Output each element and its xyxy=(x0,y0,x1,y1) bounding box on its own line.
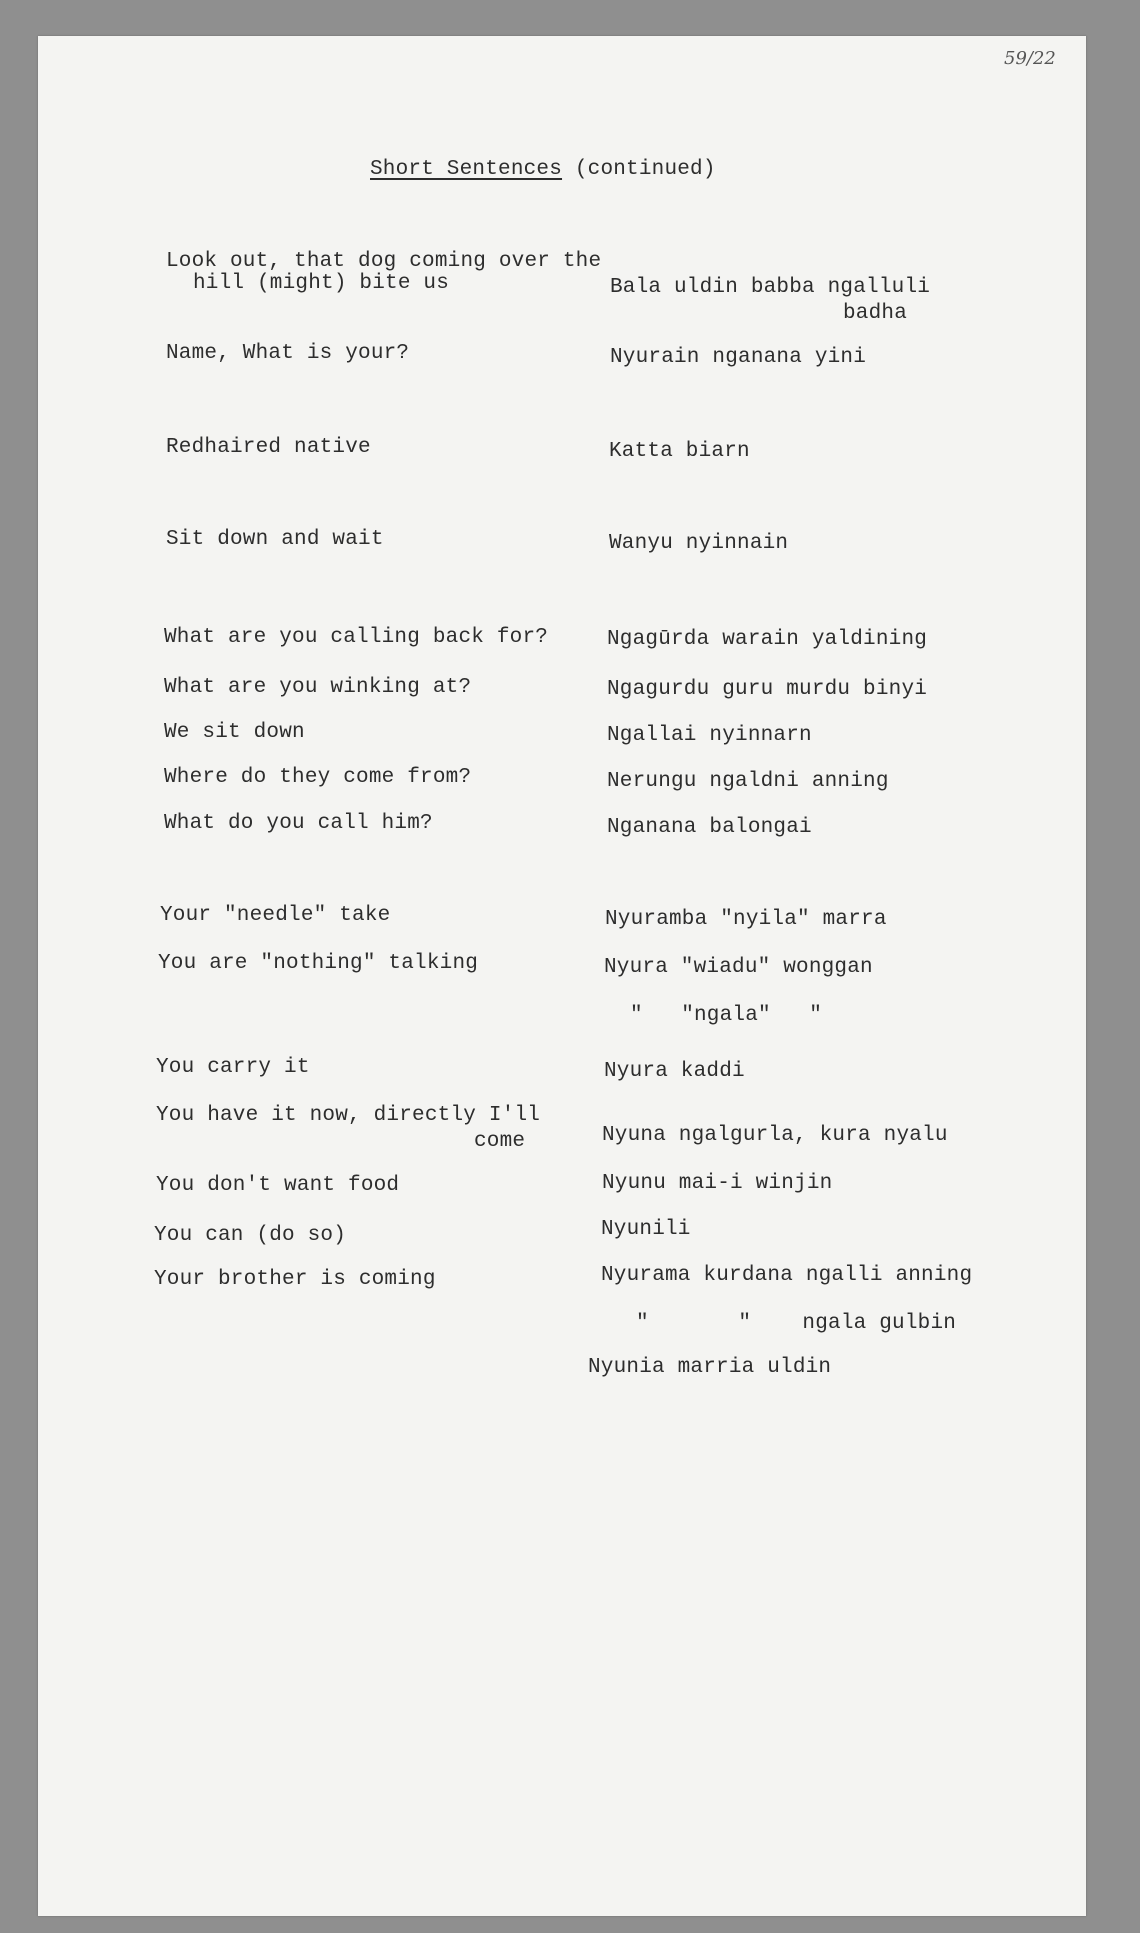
native-line: Nyura kaddi xyxy=(604,1060,745,1083)
english-line: You carry it xyxy=(156,1056,310,1079)
native-line: Nyunia marria uldin xyxy=(588,1356,832,1379)
english-line: Look out, that dog coming over the xyxy=(166,250,602,273)
document-page xyxy=(38,36,1086,1916)
title-text: Short Sentences xyxy=(370,158,563,181)
english-line: What are you winking at? xyxy=(164,676,472,699)
native-line: Bala uldin babba ngalluli xyxy=(610,276,931,299)
english-line: You have it now, directly I'll xyxy=(156,1104,541,1127)
native-line: Nyunu mai-i winjin xyxy=(602,1172,833,1195)
native-line: Katta biarn xyxy=(609,440,750,463)
native-line: badha xyxy=(843,302,908,325)
english-line: We sit down xyxy=(164,721,305,744)
native-line: Nganana balongai xyxy=(607,816,812,839)
english-line: Name, What is your? xyxy=(166,342,410,365)
native-line: Nyurain nganana yini xyxy=(610,346,867,369)
english-line: Your "needle" take xyxy=(160,904,391,927)
title-suffix: (continued) xyxy=(574,158,716,181)
native-line: Nyuramba "nyila" marra xyxy=(605,908,887,931)
native-line: Nyunili xyxy=(601,1218,691,1241)
page-number: 59/22 xyxy=(1004,48,1056,69)
page-title xyxy=(370,158,716,182)
english-line: Redhaired native xyxy=(166,436,371,459)
native-line: Nyurama kurdana ngalli anning xyxy=(601,1264,973,1287)
native-line: Ngallai nyinnarn xyxy=(607,724,812,747)
native-line: Nerungu ngaldni anning xyxy=(607,770,889,793)
english-line: What do you call him? xyxy=(164,812,433,835)
native-line: Ngagūrda warain yaldining xyxy=(607,628,928,651)
native-line: Nyuna ngalgurla, kura nyalu xyxy=(602,1124,948,1147)
english-line: come xyxy=(474,1130,526,1153)
english-line: Sit down and wait xyxy=(166,528,384,551)
english-line: You don't want food xyxy=(156,1174,400,1197)
english-line: hill (might) bite us xyxy=(193,272,450,295)
native-line: Ngagurdu guru murdu binyi xyxy=(607,678,928,701)
native-line: Nyura "wiadu" wonggan xyxy=(604,956,873,979)
english-line: You are "nothing" talking xyxy=(158,952,479,975)
native-line: Wanyu nyinnain xyxy=(609,532,789,555)
native-line: " "ngala" " xyxy=(630,1004,823,1027)
english-line: Where do they come from? xyxy=(164,766,472,789)
english-line: You can (do so) xyxy=(154,1224,347,1247)
english-line: Your brother is coming xyxy=(154,1268,436,1291)
native-line: " " ngala gulbin xyxy=(636,1312,957,1335)
english-line: What are you calling back for? xyxy=(164,626,549,649)
